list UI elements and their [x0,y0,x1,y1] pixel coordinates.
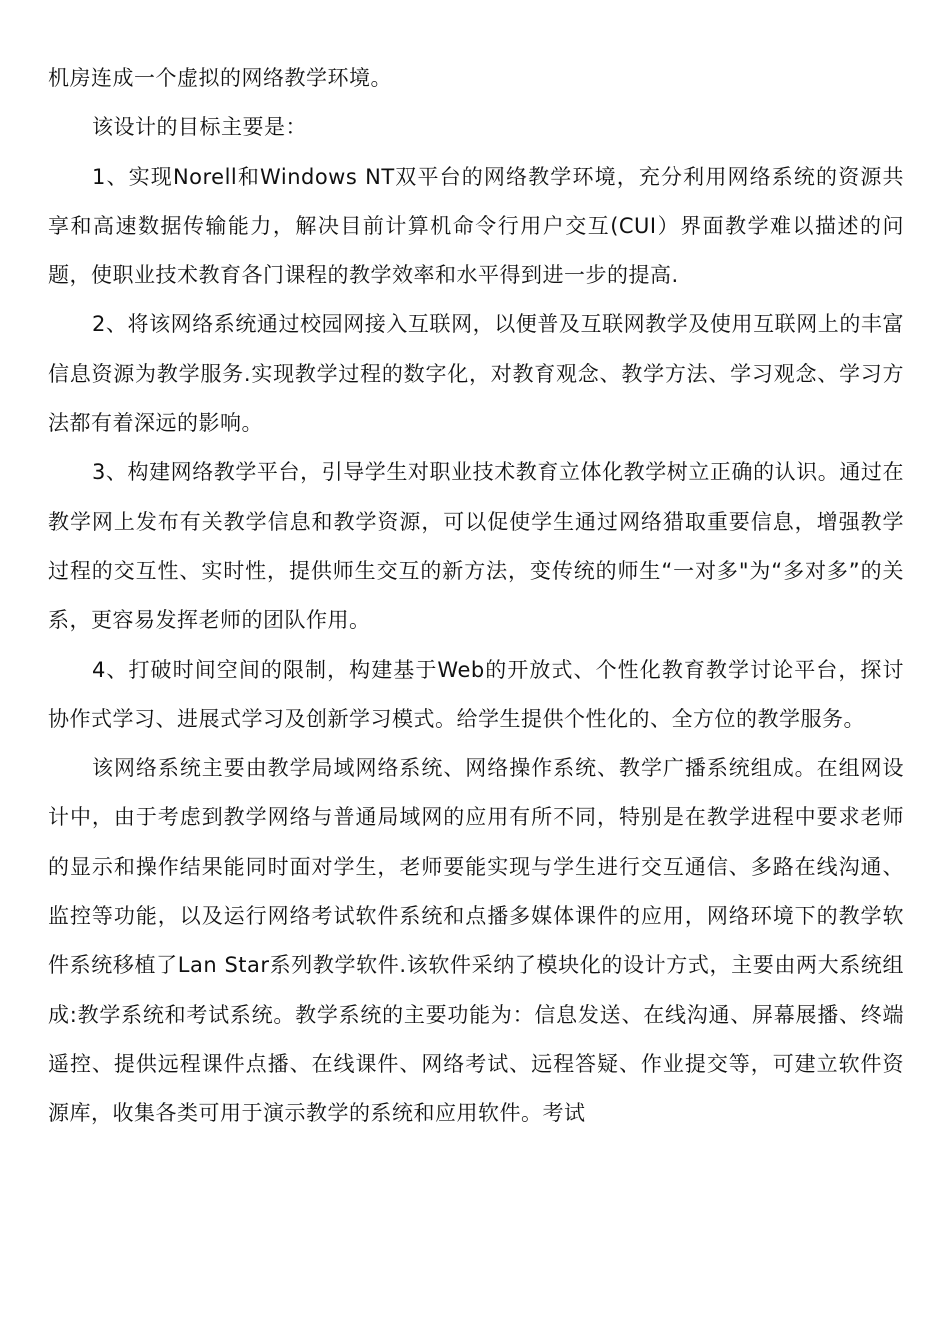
paragraph-intro-continuation: 机房连成一个虚拟的网络教学环境。 [48,66,392,90]
document-page [48,54,904,1139]
paragraph-goals-heading: 该设计的目标主要是： [92,115,307,140]
paragraph-system-overview: 该网络系统主要由教学局域网络系统、网络操作系统、教学广播系统组成。在组网设计中，由于考虑到教学网络与普通局域网的应用有所不同，特别是在教学进程中要求老师的显示和操作结果能同时面对学生，老师要能实现与学生进行交互通信、多路在线沟通、监控等功能，以及运行网络考试软件系统和点播多媒体课件的应用，网络环境下的教学软件系统移植了Lan Star系列教学软件.该软件采纳了模块化的设计方式，主要由两大系统组成:教学系统和考试系统。教学系统的主要功能为：信息发送、在线沟通、屏幕展播、终端遥控、提供远程课件点播、在线课件、网络考试、远程答疑、作业提交等，可建立软件资源库，收集各类可用于演示教学的系统和应用软件。考试 [48,756,904,1126]
paragraph-goal-3: 3、构建网络教学平台，引导学生对职业技术教育立体化教学树立正确的认识。通过在教学网上发布有关教学信息和教学资源，可以促使学生通过网络猎取重要信息，增强教学过程的交互性、实时性，提供师生交互的新方法，变传统的师生“一对多"为“多对多”的关系，更容易发挥老师的团队作用。 [48,460,904,633]
paragraph-goal-4: 4、打破时间空间的限制，构建基于Web的开放式、个性化教育教学讨论平台，探讨协作式学习、进展式学习及创新学习模式。给学生提供个性化的、全方位的教学服务。 [48,657,904,731]
paragraph-goal-1: 1、实现Norell和Windows NT双平台的网络教学环境，充分利用网络系统的资源共享和高速数据传输能力，解决目前计算机命令行用户交互(CUI）界面教学难以描述的问题，使职业技术教育各门课程的教学效率和水平得到进一步的提高. [48,164,904,288]
paragraph-goal-2: 2、将该网络系统通过校园网接入互联网，以便普及互联网教学及使用互联网上的丰富信息资源为教学服务.实现教学过程的数字化，对教育观念、教学方法、学习观念、学习方法都有着深远的影响。 [48,312,904,436]
